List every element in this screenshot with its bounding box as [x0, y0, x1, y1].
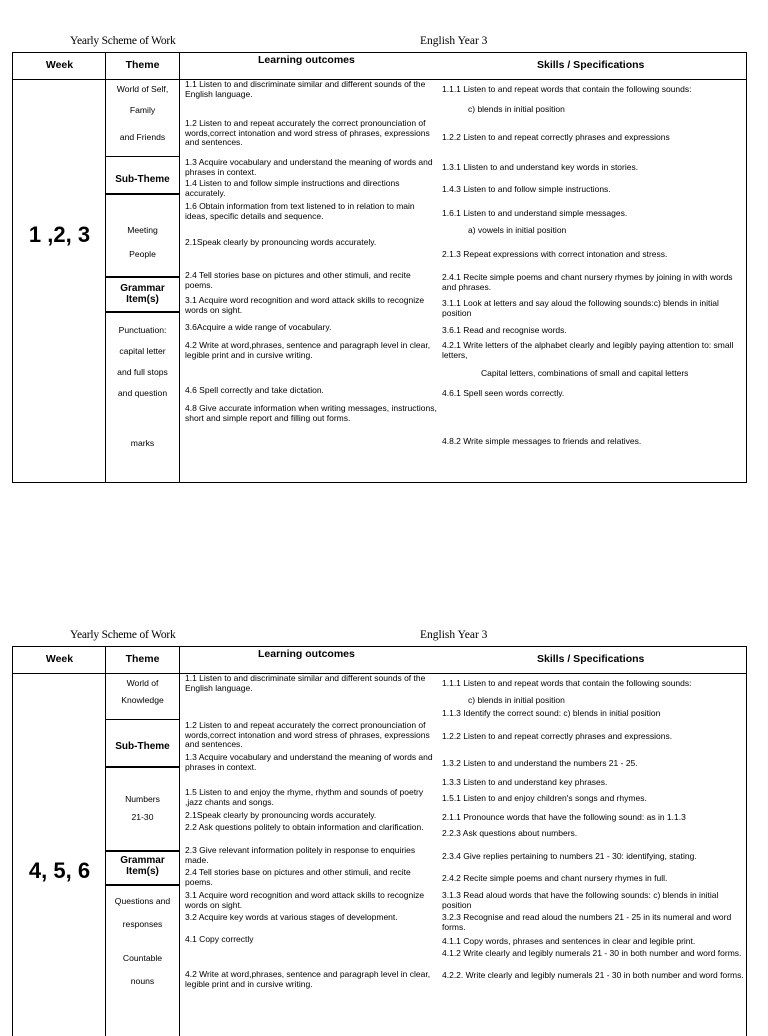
- scheme-title: Yearly Scheme of Work: [70, 35, 176, 47]
- skill-spec: 1.1.3 Identify the correct sound: c) blends in initial position: [442, 708, 661, 718]
- skill-spec: 3.1.3 Read aloud words that have the following sounds: c) blends in initial position: [442, 890, 719, 910]
- skill-spec: 4.8.2 Write simple messages to friends and relatives.: [442, 436, 642, 446]
- scheme-title: Yearly Scheme of Work: [70, 629, 176, 641]
- learning-outcome: 2.1Speak clearly by pronouncing words accurately.: [185, 810, 377, 820]
- learning-outcome: 2.2 Ask questions politely to obtain information and clarification.: [185, 822, 424, 832]
- skill-spec: 1.2.2 Listen to and repeat correctly phrases and expressions: [442, 132, 670, 142]
- skill-spec: 4.2.1 Write letters of the alphabet clearly and legibly paying attention to: small letters,: [442, 340, 734, 360]
- column-divider: [179, 53, 180, 482]
- learning-outcome: 2.3 Give relevant information politely in response to enquiries made.: [185, 845, 416, 865]
- theme-text: capital letter: [119, 346, 166, 356]
- theme-divider: [106, 311, 179, 313]
- theme-text: and full stops: [117, 367, 168, 377]
- header-skills: Skills / Specifications: [537, 653, 645, 665]
- week-number: 4, 5, 6: [28, 858, 91, 883]
- learning-outcome: 1.4 Listen to and follow simple instructions and directions accurately.: [185, 178, 400, 198]
- skill-spec: 4.1.2 Write clearly and legibly numerals 21 - 30 in both number and word forms.: [442, 948, 742, 958]
- learning-outcome: 3.1 Acquire word recognition and word attack skills to recognize words on sight.: [185, 890, 425, 910]
- theme-divider: [106, 276, 179, 278]
- week-number: 1 ,2, 3: [28, 222, 91, 247]
- learning-outcome: 1.3 Acquire vocabulary and understand the meaning of words and phrases in context.: [185, 752, 433, 772]
- skill-spec: 1.1.1 Listen to and repeat words that contain the following sounds:: [442, 678, 692, 688]
- skill-spec: 1.1.1 Listen to and repeat words that contain the following sounds:: [442, 84, 692, 94]
- theme-text: Numbers: [125, 794, 160, 804]
- header-week: Week: [45, 653, 74, 665]
- learning-outcome: 4.6 Spell correctly and take dictation.: [185, 385, 324, 395]
- grammar-items-label: Grammar Item(s): [120, 283, 165, 305]
- skill-spec: 2.1.1 Pronounce words that have the following sound: as in 1.1.3: [442, 812, 686, 822]
- skill-spec: a) vowels in initial position: [468, 225, 567, 235]
- theme-divider: [106, 850, 179, 852]
- learning-outcome: 3.2 Acquire key words at various stages of development.: [185, 912, 398, 922]
- theme-text: marks: [130, 438, 155, 448]
- skill-spec: 4.6.1 Spell seen words correctly.: [442, 388, 565, 398]
- skill-spec: 4.2.2. Write clearly and legibly numerals 21 - 30 in both number and word forms.: [442, 970, 744, 980]
- theme-text: Family: [129, 105, 156, 115]
- theme-text: responses: [122, 919, 163, 929]
- learning-outcome: 1.1 Listen to and discriminate similar and different sounds of the English language.: [185, 673, 426, 693]
- learning-outcome: 3.1 Acquire word recognition and word attack skills to recognize words on sight.: [185, 295, 425, 315]
- header-week: Week: [45, 59, 74, 71]
- learning-outcome: 4.2 Write at word,phrases, sentence and paragraph level in clear, legible print and in cursive writing.: [185, 340, 431, 360]
- skill-spec: 3.6.1 Read and recognise words.: [442, 325, 567, 335]
- learning-outcome: 1.1 Listen to and discriminate similar and different sounds of the English language.: [185, 79, 426, 99]
- header-theme: Theme: [125, 653, 160, 665]
- sub-theme-label: Sub-Theme: [115, 174, 170, 185]
- learning-outcome: 1.3 Acquire vocabulary and understand the meaning of words and phrases in context.: [185, 157, 433, 177]
- subject-title: English Year 3: [420, 35, 488, 47]
- column-divider: [105, 53, 106, 482]
- header-skills: Skills / Specifications: [537, 59, 645, 71]
- skill-spec: 2.4.2 Recite simple poems and chant nursery rhymes in full.: [442, 873, 668, 883]
- learning-outcome: 4.2 Write at word,phrases, sentence and paragraph level in clear, legible print and in cursive writing.: [185, 969, 431, 989]
- skill-spec: 4.1.1 Copy words, phrases and sentences in clear and legible print.: [442, 936, 696, 946]
- grammar-items-label: Grammar Item(s): [120, 855, 165, 877]
- skill-spec: 3.1.1 Look at letters and say aloud the following sounds:c) blends in initial position: [442, 298, 719, 318]
- theme-text: Punctuation:: [118, 325, 167, 335]
- learning-outcome: 1.6 Obtain information from text listened to in relation to main ideas, specific details and sequence.: [185, 201, 415, 221]
- skill-spec: 1.4.3 Listen to and follow simple instructions.: [442, 184, 611, 194]
- learning-outcome: 1.2 Listen to and repeat accurately the correct pronounciation of words,correct intonation and word stress of phrases, expressions and sentences.: [185, 118, 430, 148]
- learning-outcome: 1.2 Listen to and repeat accurately the correct pronounciation of words,correct intonation and word stress of phrases, expressions and sentences.: [185, 720, 430, 750]
- scheme-table: [12, 52, 747, 483]
- skill-spec: Capital letters, combinations of small and capital letters: [481, 368, 689, 378]
- page-header: [0, 35, 768, 51]
- learning-outcome: 2.4 Tell stories base on pictures and other stimuli, and recite poems.: [185, 270, 411, 290]
- theme-text: and question: [117, 388, 168, 398]
- skill-spec: 1.3.3 Listen to and understand key phrases.: [442, 777, 608, 787]
- page-header: [0, 629, 768, 645]
- theme-text: Meeting: [127, 225, 158, 235]
- theme-text: Questions and: [114, 896, 171, 906]
- theme-text: People: [129, 249, 156, 259]
- skill-spec: 1.5.1 Listen to and enjoy children's songs and rhymes.: [442, 793, 647, 803]
- learning-outcome: 4.1 Copy correctly: [185, 934, 254, 944]
- skill-spec: 2.1.3 Repeat expressions with correct intonation and stress.: [442, 249, 668, 259]
- theme-text: World of Self,: [116, 84, 169, 94]
- theme-divider: [106, 884, 179, 886]
- theme-text: Knowledge: [121, 695, 164, 705]
- theme-text: nouns: [130, 976, 155, 986]
- learning-outcome: 3.6Acquire a wide range of vocabulary.: [185, 322, 332, 332]
- theme-text: and Friends: [119, 132, 166, 142]
- skill-spec: 1.6.1 Listen to and understand simple messages.: [442, 208, 628, 218]
- skill-spec: 2.4.1 Recite simple poems and chant nursery rhymes by joining in with words and phrases.: [442, 272, 733, 292]
- skill-spec: 1.2.2 Listen to and repeat correctly phrases and expressions.: [442, 731, 673, 741]
- theme-text: 21-30: [131, 812, 154, 822]
- theme-divider: [106, 193, 179, 195]
- theme-text: Countable: [122, 953, 163, 963]
- learning-outcome: 2.1Speak clearly by pronouncing words accurately.: [185, 237, 377, 247]
- learning-outcome: 2.4 Tell stories base on pictures and other stimuli, and recite poems.: [185, 867, 411, 887]
- column-divider: [179, 647, 180, 1036]
- header-learning-outcomes: Learning outcomes: [258, 54, 355, 66]
- skill-spec: 2.2.3 Ask questions about numbers.: [442, 828, 578, 838]
- learning-outcome: 1.5 Listen to and enjoy the rhyme, rhythm and sounds of poetry ,jazz chants and songs.: [185, 787, 424, 807]
- subject-title: English Year 3: [420, 629, 488, 641]
- scheme-table: [12, 646, 747, 1036]
- header-theme: Theme: [125, 59, 160, 71]
- learning-outcome: 4.8 Give accurate information when writing messages, instructions, short and simple report and filling out forms.: [185, 403, 437, 423]
- skill-spec: 3.2.3 Recognise and read aloud the numbers 21 - 25 in its numeral and word forms.: [442, 912, 732, 932]
- skill-spec: 1.3.2 Listen to and understand the numbers 21 - 25.: [442, 758, 638, 768]
- theme-text: World of: [126, 678, 159, 688]
- skill-spec: c) blends in initial position: [468, 104, 565, 114]
- skill-spec: 1.3.1 Llisten to and understand key words in stories.: [442, 162, 639, 172]
- theme-divider: [106, 766, 179, 768]
- theme-divider: [106, 719, 179, 720]
- skill-spec: c) blends in initial position: [468, 695, 565, 705]
- skill-spec: 2.3.4 Give replies pertaining to numbers 21 - 30: identifying, stating.: [442, 851, 697, 861]
- header-learning-outcomes: Learning outcomes: [258, 648, 355, 660]
- theme-divider: [106, 156, 179, 157]
- sub-theme-label: Sub-Theme: [115, 741, 170, 752]
